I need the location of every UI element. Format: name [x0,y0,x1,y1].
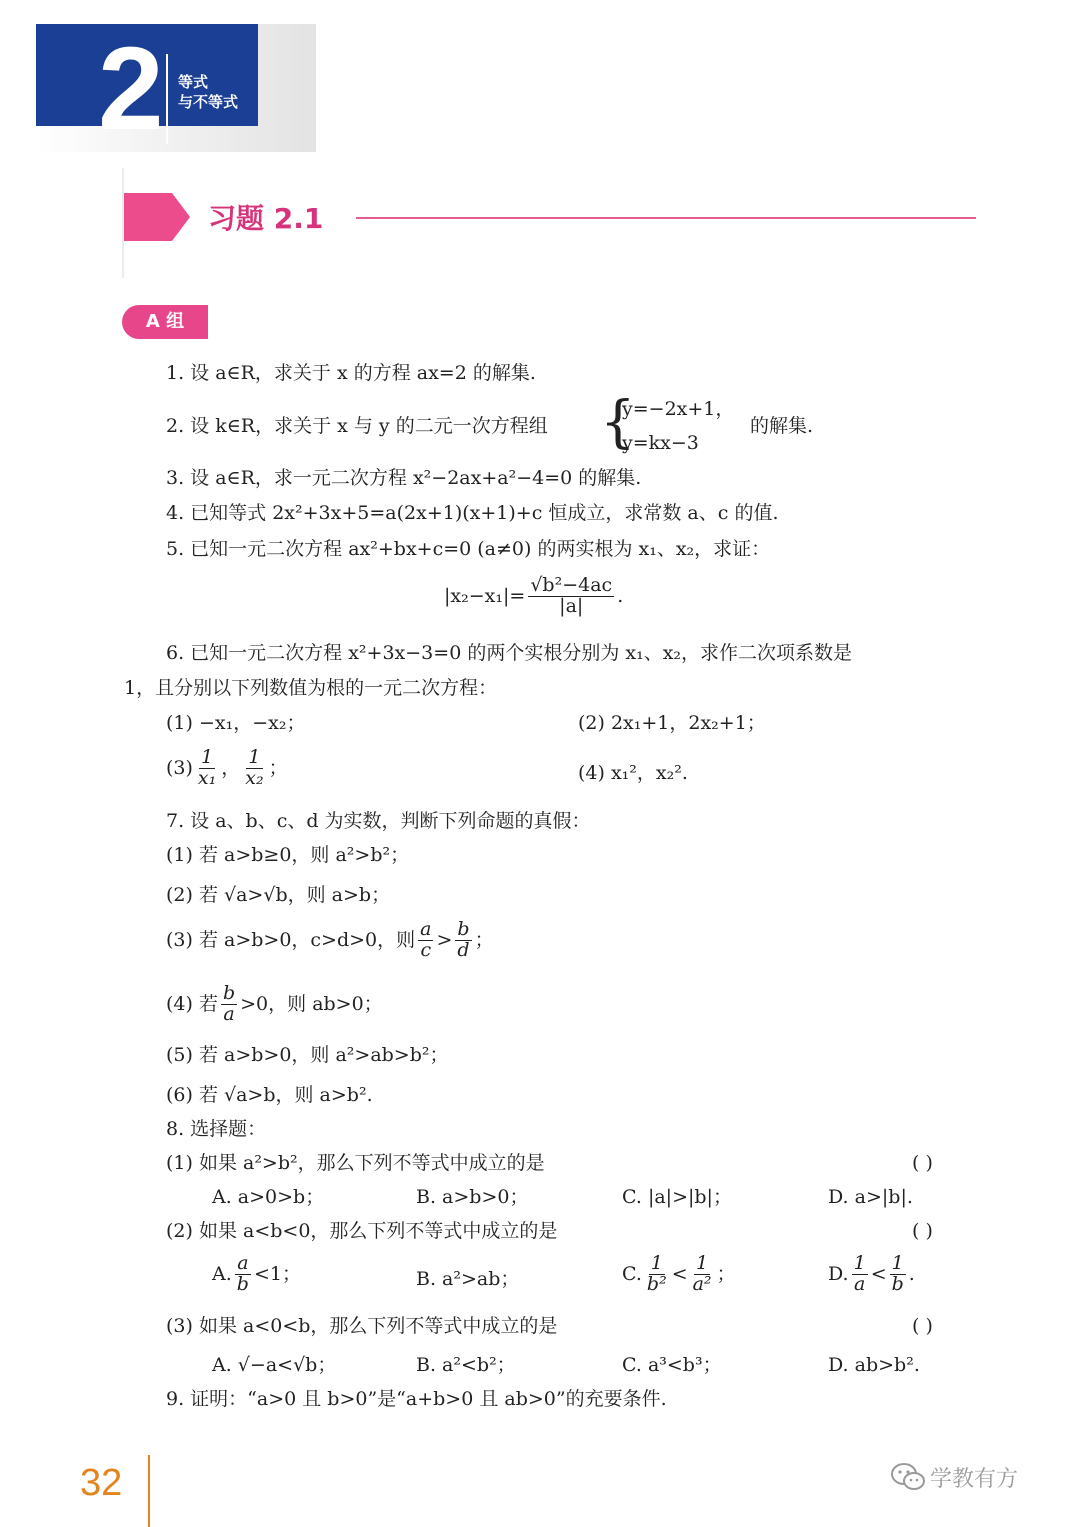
question-9: 9. 证明：“a>0 且 b>0”是“a+b>0 且 ab>0”的充要条件. [166,1388,667,1410]
question-3: 3. 设 a∈R，求一元二次方程 x²−2ax+a²−4=0 的解集. [166,467,642,489]
question-6-part-2: (2) 2x₁+1，2x₂+1； [578,712,766,734]
group-badge: A 组 [122,305,208,339]
question-6-part-4: (4) x₁²，x₂². [578,762,688,784]
question-7-part-2: (2) 若 √a>√b，则 a>b； [166,884,391,906]
option-B: B. a>b>0； [416,1186,529,1208]
question-7-part-5: (5) 若 a>b>0，则 a²>ab>b²； [166,1044,449,1066]
question-7-part-4: (4) 若 $\frac{b}{a}$ >0，则 ab>0； [166,982,383,1025]
system-brace: { [600,390,636,455]
question-2-suffix: 的解集. [750,415,814,437]
fraction: $\frac{a}{b}$ [236,1252,249,1295]
fraction: $\frac{1}{a}$ [853,1252,866,1295]
question-7: 7. 设 a、b、c、d 为实数，判断下列命题的真假： [166,810,591,832]
answer-blank: ( ) [912,1220,933,1242]
fraction: $\frac{1}{\text{x₂}}$ [245,746,264,789]
fraction: $\frac{1}{b}$ [891,1252,904,1295]
formula-denominator: |a| [559,594,584,617]
question-8-part-2: (2) 如果 a<b<0，那么下列不等式中成立的是 [166,1220,558,1242]
question-7-part-1: (1) 若 a>b≥0，则 a²>b²； [166,844,410,866]
formula-period: . [617,585,624,608]
question-1: 1. 设 a∈R，求关于 x 的方程 ax=2 的解集. [166,362,536,384]
formula-fraction [528,576,614,617]
question-5-formula [444,576,623,617]
chapter-header [36,23,258,155]
option-C: C. $\frac{1}{\text{b²}}$ < $\frac{1}{\text{a²}}$ ； [622,1252,736,1295]
watermark: 学教有方 [930,1467,1019,1492]
question-6-part-1: (1) −x₁，−x₂； [166,712,306,734]
chapter-title: 等式 与不等式 [178,73,239,111]
section-rule [356,217,976,219]
question-6-continued: 1，且分别以下列数值为根的一元二次方程： [124,677,498,699]
option-C: C. a³<b³； [622,1354,722,1376]
option-D: D. $\frac{1}{a}$ < $\frac{1}{b}$ . [828,1252,915,1295]
chapter-number: 2 [98,23,164,155]
question-7-part-3: (3) 若 a>b>0，c>d>0，则 $\frac{a}{c}$ > $\frac{b}{d}$ ； [166,918,494,961]
fraction: $\frac{1}{\text{b²}}$ [646,1252,667,1295]
formula-left: |x₂−x₁|= [444,585,526,608]
fraction: $\frac{1}{\text{x₁}}$ [197,746,217,789]
question-8-part-1: (1) 如果 a²>b²，那么下列不等式中成立的是 [166,1152,545,1174]
formula-numerator: √b²−4ac [530,574,613,596]
option-A: A. $\frac{a}{b}$ <1； [212,1252,301,1295]
question-6: 6. 已知一元二次方程 x²+3x−3=0 的两个实根分别为 x₁、x₂，求作二次项系数是 [166,642,853,664]
fraction: $\frac{b}{a}$ [222,982,236,1025]
option-D: D. a>|b|. [828,1186,913,1208]
page-number-rule [148,1455,150,1527]
section-arrow-icon [124,193,190,241]
section-title: 习题 2.1 [208,202,324,235]
fraction: $\frac{b}{d}$ [457,918,470,961]
fraction: $\frac{a}{c}$ [420,918,432,961]
option-A: A. a>0>b； [212,1186,325,1208]
answer-blank: ( ) [912,1315,933,1337]
option-B: B. a²<b²； [416,1354,516,1376]
answer-blank: ( ) [912,1152,933,1174]
question-2-equation-1: y=−2x+1， [622,398,735,420]
question-2: 2. 设 k∈R，求关于 x 与 y 的二元一次方程组 [166,415,548,437]
option-C: C. |a|>|b|； [622,1186,732,1208]
page-number: 32 [80,1462,123,1504]
question-2-equation-2: y=kx−3 [622,432,699,454]
question-5: 5. 已知一元二次方程 ax²+bx+c=0 (a≠0) 的两实根为 x₁、x₂，求证： [166,538,771,560]
chapter-divider [166,54,168,144]
wechat-icon [890,1462,926,1492]
fraction: $\frac{1}{\text{a²}}$ [692,1252,712,1295]
option-D: D. ab>b². [828,1354,920,1376]
question-7-part-6: (6) 若 √a>b，则 a>b². [166,1084,373,1106]
question-8-part-3: (3) 如果 a<0<b，那么下列不等式中成立的是 [166,1315,558,1337]
question-6-part-3: (3) $\frac{1}{\text{x₁}}$ ， $\frac{1}{\text{x₂}}$ ； [166,746,288,789]
question-8: 8. 选择题： [166,1118,267,1140]
option-B: B. a²>ab； [416,1268,520,1290]
option-A: A. √−a<√b； [212,1354,337,1376]
question-4: 4. 已知等式 2x²+3x+5=a(2x+1)(x+1)+c 恒成立，求常数 a、c 的值. [166,502,779,524]
